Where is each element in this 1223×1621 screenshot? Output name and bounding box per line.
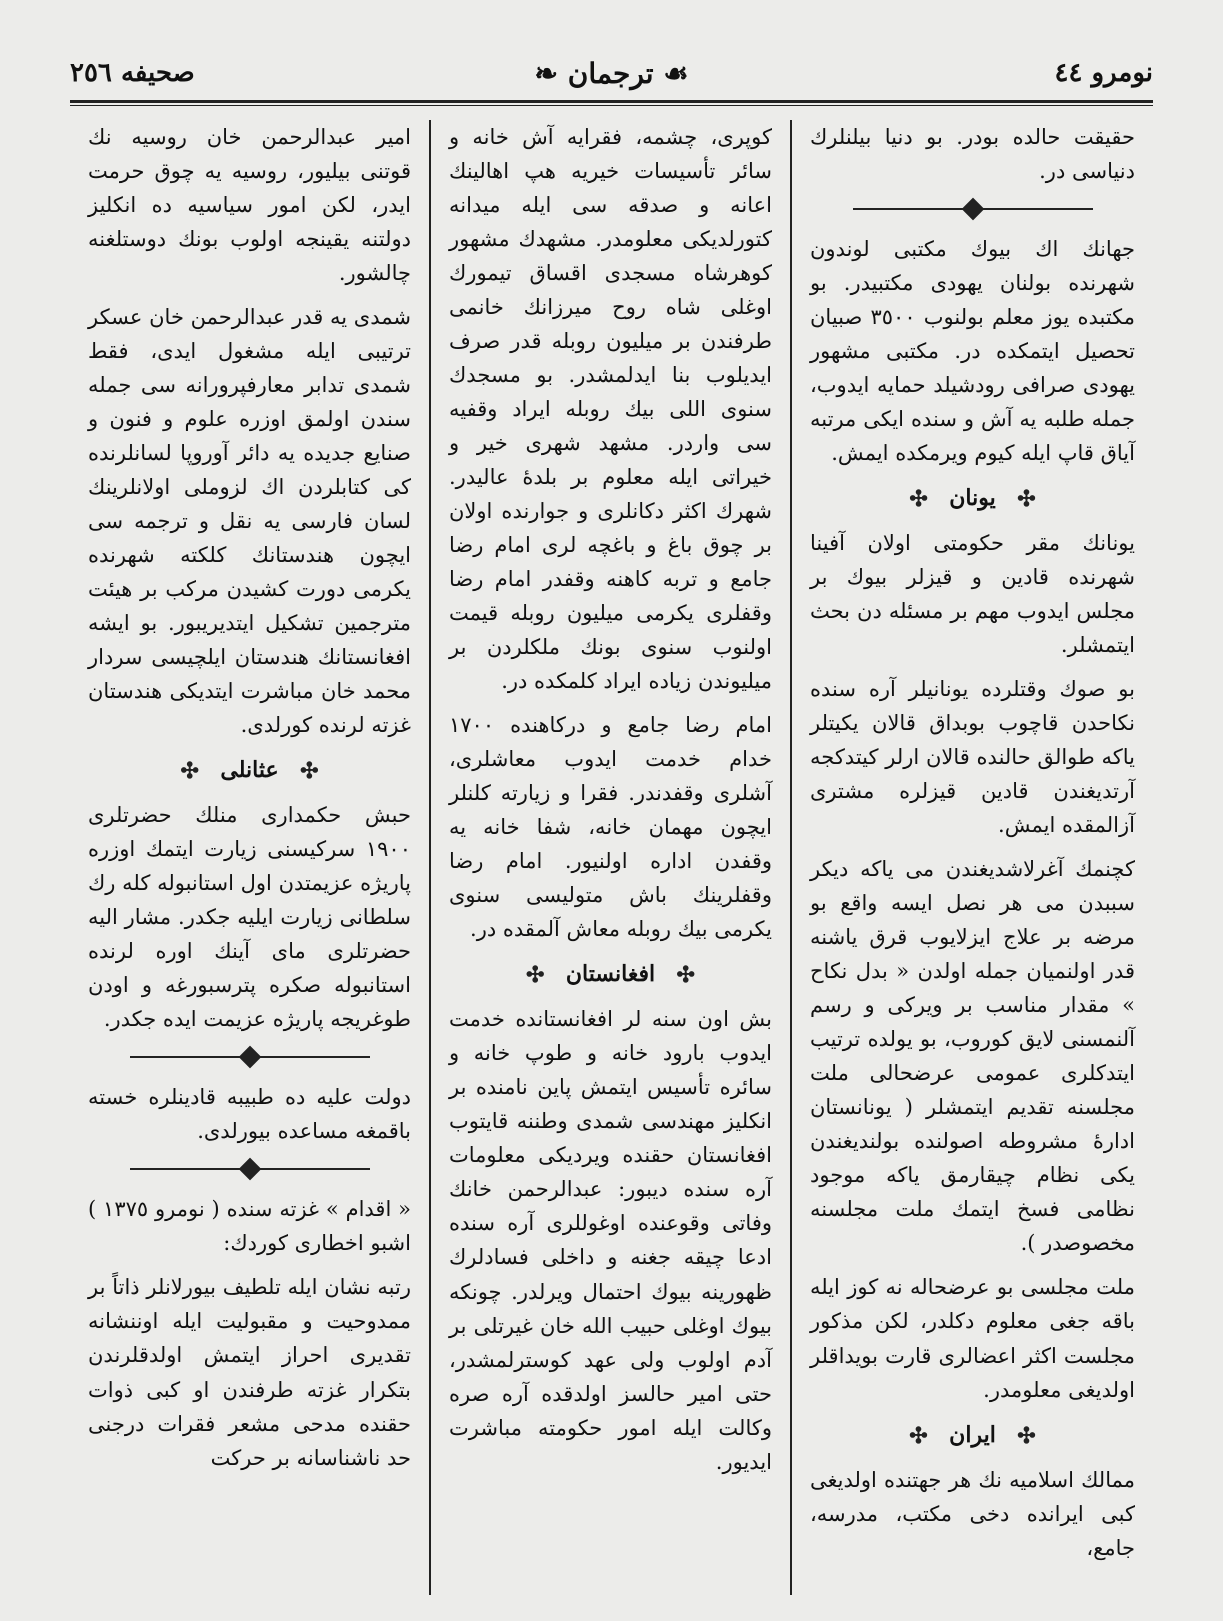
section-divider xyxy=(88,1046,411,1068)
section-divider xyxy=(88,1158,411,1180)
ornament-icon: ✣ xyxy=(300,758,319,785)
newspaper-title-text: ترجمان xyxy=(567,56,654,90)
section-title-iran xyxy=(810,1417,1135,1453)
issue-number: نومرو ٤٤ xyxy=(1054,58,1153,88)
title-ornament-left: ❧ xyxy=(534,56,568,90)
ornament-icon: ✣ xyxy=(676,962,695,989)
article-paragraph: جهانك اك بيوك مكتبى لوندون شهرنده بولنان يهودى مكتبيدر. بو مكتبده يوز معلم بولنوب ٣٥٠٠ صبيان تحصيل ايتمكده در. مكتبى مشهور يهودى صرافى رودشيلد حمايه ايدوب، جمله طلبه يه آش و سنده ايكى مرتبه آياق قاپ ايله كيوم ويرمكده ايمش. xyxy=(810,237,1135,466)
ornament-icon: ✣ xyxy=(1017,1422,1036,1449)
article-paragraph: رتبه نشان ايله تلطيف بيورلانلر ذاتاً بر ممدوحيت و مقبوليت ايله اوننشانه تقديرى احراز ايتمش اولدقلرندن بتكرار غزته طرفندن او كبى ذوات حقنده مدحى مشعر فقرات درجنى حد ناشناسانه بر حركت xyxy=(88,1275,411,1470)
column-left xyxy=(70,120,431,1595)
section-title-yunan xyxy=(810,480,1135,516)
section-title-text: ايران xyxy=(949,1421,996,1448)
article-paragraph: حبش حكمدارى منلك حضرتلرى ١٩٠٠ سركيسنى زيارت ايتمك اوزره پاريژه عزيمتدن اول استانبوله كله رك سلطانى زيارت ايليه جكدر. مشار اليه حضرتلرى ماى آينك اوره لرنده استانبوله صكره پترسبورغه و اودن طوغريجه پاريژه عزيمت ايده جكدر. xyxy=(88,803,411,1032)
article-paragraph: كچنمك آغرلاشديغندن مى ياكه ديكر سببدن مى هر نصل ايسه واقع بو مرضه بر علاج ايزلايوب قرق ياشنه قدر اولنميان جمله اولدن « بدل نكاح » مقدار مناسب بر ويركى و رسم آلنمسنى لايق كوروب، بو يولده ترتيب ايتدكلرى عمومى عرضحالى ملت مجلسنه تقديم ايتمشلر ( يونانستان ادارهٔ مشروطه اصولنده بولنديغندن يكى نظام چيقارمق ياكه موجود نظامى فسخ ايتمك ملت مجلسنه مخصوصدر ). xyxy=(810,857,1135,1256)
header-rule xyxy=(70,100,1153,106)
ornament-icon: ✣ xyxy=(526,962,545,989)
page-header xyxy=(70,48,1153,98)
ornament-icon: ✣ xyxy=(1017,486,1036,513)
article-paragraph: امام رضا جامع و دركاهنده ١٧٠٠ خدام خدمت ايدوب معاشلرى، آشلرى وقفدندر. فقرا و زيارته كلنلر ايچون مهمان خانه، شفا خانه يه وقفدن اداره اولنيور. امام رضا وقفلرينك باش متوليسى سنوى يكرمى بيك روبله معاش آلمقده در. xyxy=(449,713,772,942)
section-title-text: افغانستان xyxy=(565,961,656,988)
column-right xyxy=(792,120,1153,1595)
article-paragraph: امير عبدالرحمن خان روسيه نك قوتنى بيليور، روسيه يه چوق حرمت ايدر، لكن امور سياسيه ده انكليز دولتنه يقينجه اولوب بونك دوستلغنه چالشور. xyxy=(88,125,411,286)
article-paragraph: « اقدام » غزته سنده ( نومرو ١٣٧٥ ) اشبو اخطارى كوردك: xyxy=(88,1197,411,1256)
section-divider xyxy=(810,198,1135,220)
title-ornament-right: ☙ xyxy=(663,56,689,90)
article-paragraph: شمدى يه قدر عبدالرحمن خان عسكر ترتيبى ايله مشغول ايدى، فقط شمدى تدابر معارفپرورانه سى جمله سندن اولمق اوزره علوم و فنون و صنايع جديده يه دائر آوروپا لسانلرنده كى كتابلردن اك لزوملى اولانلرينك لسان فارسى يه نقل و ترجمه سى ايچون هندستانك كلكته شهرنده يكرمى دورت كشيدن مركب بر هيئت مترجمين تشكيل ايتديريبور. بو ايشه افغانستانك هندستان ايلچيسى سردار محمد خان مباشرت ايتديكى هندستان غزته لرنده كورلدى. xyxy=(88,305,411,738)
article-paragraph: دولت عليه ده طبيبه قادينلره خسته باقمغه مساعده بيورلدى. xyxy=(88,1085,411,1144)
article-columns xyxy=(70,120,1153,1595)
ornament-icon: ✣ xyxy=(909,1422,928,1449)
section-title-text: عثانلى xyxy=(220,757,279,784)
column-middle xyxy=(431,120,792,1595)
section-title-osmanli xyxy=(88,752,411,788)
page-number: صحيفه ٢٥٦ xyxy=(70,58,195,88)
article-paragraph: بش اون سنه لر افغانستانده خدمت ايدوب بارود خانه و طوپ خانه و سائره تأسيس ايتمش پاين نامنده بر انكليز مهندسى شمدى وطننه قايتوب افغانستان حقنده ويرديكى معلومات آره سنده ديبور: عبدالرحمن خانك وفاتى وقوعنده اوغوللرى آره سنده ادعا چيقه جغنه و داخلى فسادلرك ظهورينه بيوك احتمال ويرلدر. چونكه بيوك اوغلى حبيب الله خان غيرتلى بر آدم اولوب ولى عهد كوسترلمشدر، حتى امير حالسز اولدقده آره صره وكالت ايله امور حكومته مباشرت ايديور. xyxy=(449,1007,772,1474)
article-paragraph: ملت مجلسى بو عرضحاله نه كوز ايله باقه جغى معلوم دكلدر، لكن مذكور مجلست اكثر اعضالرى قارت بويداقلر اولديغى معلومدر. xyxy=(810,1275,1135,1402)
ornament-icon: ✣ xyxy=(909,486,928,513)
article-paragraph: كوپرى، چشمه، فقرايه آش خانه و سائر تأسيسات خيريه هپ اهالينك اعانه و صدقه سى ايله ميدانه كتورلديكى معلومدر. مشهدك مشهور كوهرشاه مسجدى اقساق تيمورك اوغلى شاه روح ميرزانك خانمى طرفندن بر ميليون روبله قدر صرف ايديلوب بنا ايدلمشدر. بو مسجدك سنوى اللى بيك روبله ايراد وقفيه سى واردر. مشهد شهرى خير و خيراتى ايله معلوم بر بلدهٔ عاليدر. شهرك اكثر دكانلرى و جوارنده اولان بر چوق باغ و باغچه لرى امام رضا جامع و تربه كاهنه وقفدر امام رضا وقفلرى يكرمى ميليون روبله قيمت اولنوب سنوى بونك ملكلردن بر ميليوندن زياده ايراد كلمكده در. xyxy=(449,125,772,694)
ornament-icon: ✣ xyxy=(180,758,199,785)
section-title-afghanistan xyxy=(449,956,772,992)
article-paragraph: حقيقت حالده بودر. بو دنيا بيلنلرك دنياسى در. xyxy=(810,125,1135,184)
article-paragraph: ممالك اسلاميه نك هر جهتنده اولديغى كبى ايرانده دخى مكتب، مدرسه، جامع، xyxy=(810,1467,1135,1560)
article-paragraph: يونانك مقر حكومتى اولان آفينا شهرنده قادين و قيزلر بيوك بر مجلس ايدوب مهم بر مسئله دن بحث ايتمشلر. xyxy=(810,531,1135,658)
section-title-text: يونان xyxy=(949,485,996,512)
article-paragraph: بو صوك وقتلرده يونانيلر آره سنده نكاحدن قاچوب بوبداق قالان يكيتلر ياكه طوالق حالنده قالان ارلر كيتدكجه آرتديغندن قادين قيزلره مشترى آزالمقده ايمش. xyxy=(810,677,1135,838)
newspaper-title xyxy=(290,57,933,90)
